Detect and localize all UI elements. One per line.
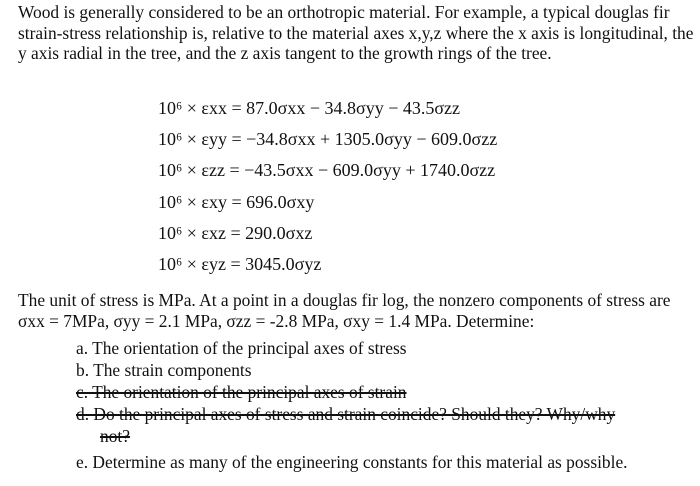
question-a: a. The orientation of the principal axes of stress [76, 338, 407, 358]
question-d-struck: d. Do the principal axes of stress and strain coincide? Should they? Why/why [76, 404, 616, 424]
equation-4: 10⁶ × εxy = 696.0σxy [158, 191, 315, 212]
equation-5: 10⁶ × εxz = 290.0σxz [158, 222, 313, 243]
strain-stress-equations [158, 93, 497, 280]
question-c-struck: c. The orientation of the principal axes of strain [76, 382, 407, 402]
equation-2: 10⁶ × εyy = −34.8σxx + 1305.0σyy − 609.0σzz [158, 129, 498, 150]
equation-6: 10⁶ × εyz = 3045.0σyz [158, 254, 322, 275]
equation-1: 10⁶ × εxx = 87.0σxx − 34.8σyy − 43.5σzz [158, 98, 461, 118]
question-e: e. Determine as many of the engineering constants for this material as possible. [76, 452, 628, 472]
equation-3: 10⁶ × εzz = −43.5σxx − 609.0σyy + 1740.0σzz [158, 160, 496, 181]
intro-paragraph: Wood is generally considered to be an orthotropic material. For example, a typical douglas fir strain-stress relationship is, relative to the material axes x,y,z where the x axis is longitudinal, the y axis radial in the tree, and the z axis tangent to the growth rings of the tree. [18, 2, 694, 64]
question-d-continuation-struck: not? [100, 426, 130, 446]
question-b: b. The strain components [76, 360, 252, 380]
stress-paragraph: The unit of stress is MPa. At a point in a douglas fir log, the nonzero components of stress are σxx = 7MPa, σyy = 2.1 MPa, σzz = -2.8 MPa, σxy = 1.4 MPa. Determine: [18, 290, 671, 331]
